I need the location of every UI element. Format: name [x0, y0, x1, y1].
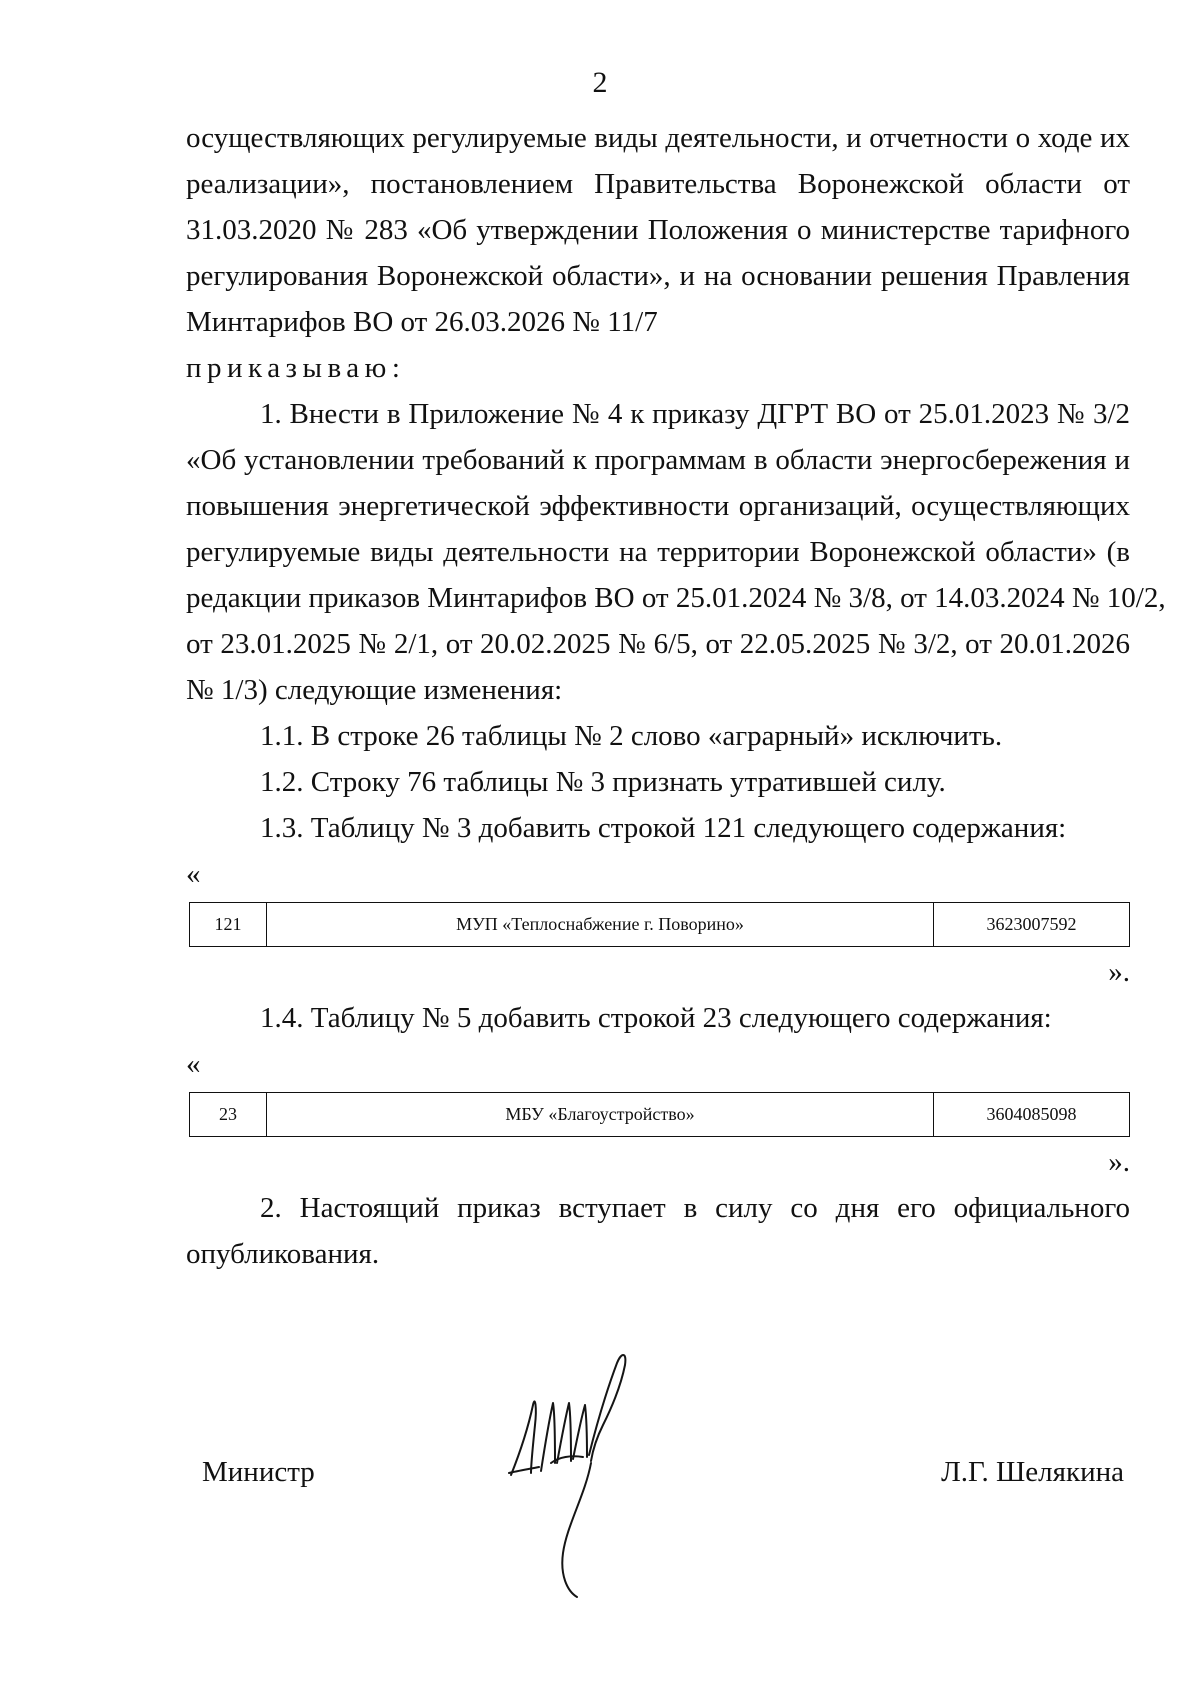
page-number: 2 — [592, 66, 608, 99]
item-1-line-2: «Об установлении требований к программам в области энергосбережения и — [186, 444, 1130, 476]
quote-close-table-5: ». — [1108, 1146, 1130, 1178]
organization-cell: МУП «Теплоснабжение г. Поворино» — [267, 903, 934, 947]
intro-line-2: реализации», постановлением Правительства Воронежской области от — [186, 168, 1130, 200]
table-5-addition — [189, 1092, 1130, 1137]
item-1-line-4: регулируемые виды деятельности на территории Воронежской области» (в — [186, 536, 1130, 568]
row-number-cell: 23 — [190, 1093, 267, 1137]
item-1-2: 1.2. Строку 76 таблицы № 3 признать утратившей силу. — [260, 766, 946, 798]
item-2-line-2: опубликования. — [186, 1238, 380, 1270]
signatory-title: Министр — [202, 1456, 315, 1488]
item-1-line-6: от 23.01.2025 № 2/1, от 20.02.2025 № 6/5, от 22.05.2025 № 3/2, от 20.01.2026 — [186, 628, 1130, 660]
signatory-name: Л.Г. Шелякина — [941, 1456, 1124, 1488]
intro-line-3: 31.03.2020 № 283 «Об утверждении Положения о министерстве тарифного — [186, 214, 1130, 246]
handwritten-signature — [505, 1345, 645, 1605]
table-3-addition — [189, 902, 1130, 947]
item-1-line-7: № 1/3) следующие изменения: — [186, 674, 563, 706]
organization-cell: МБУ «Благоустройство» — [267, 1093, 934, 1137]
item-1-line-5: редакции приказов Минтарифов ВО от 25.01.2024 № 3/8, от 14.03.2024 № 10/2, — [186, 582, 1166, 614]
item-1-line-1: 1. Внести в Приложение № 4 к приказу ДГРТ ВО от 25.01.2023 № 3/2 — [260, 398, 1130, 430]
item-2-line-1: 2. Настоящий приказ вступает в силу со дня его официального — [260, 1192, 1130, 1224]
intro-line-1: осуществляющих регулируемые виды деятельности, и отчетности о ходе их — [186, 122, 1130, 154]
table-row — [190, 1093, 1130, 1137]
item-1-line-3: повышения энергетической эффективности организаций, осуществляющих — [186, 490, 1130, 522]
intro-line-5: Минтарифов ВО от 26.03.2026 № 11/7 — [186, 306, 658, 338]
item-1-4: 1.4. Таблицу № 5 добавить строкой 23 следующего содержания: — [260, 1002, 1052, 1034]
inn-cell: 3623007592 — [934, 903, 1130, 947]
quote-open-table-5: « — [186, 1048, 201, 1080]
table-row — [190, 903, 1130, 947]
inn-cell: 3604085098 — [934, 1093, 1130, 1137]
quote-close-table-3: ». — [1108, 956, 1130, 988]
row-number-cell: 121 — [190, 903, 267, 947]
order-word: приказываю: — [186, 352, 406, 384]
item-1-3: 1.3. Таблицу № 3 добавить строкой 121 следующего содержания: — [260, 812, 1067, 844]
item-1-1: 1.1. В строке 26 таблицы № 2 слово «аграрный» исключить. — [260, 720, 1003, 752]
intro-line-4: регулирования Воронежской области», и на основании решения Правления — [186, 260, 1130, 292]
quote-open-table-3: « — [186, 858, 201, 890]
